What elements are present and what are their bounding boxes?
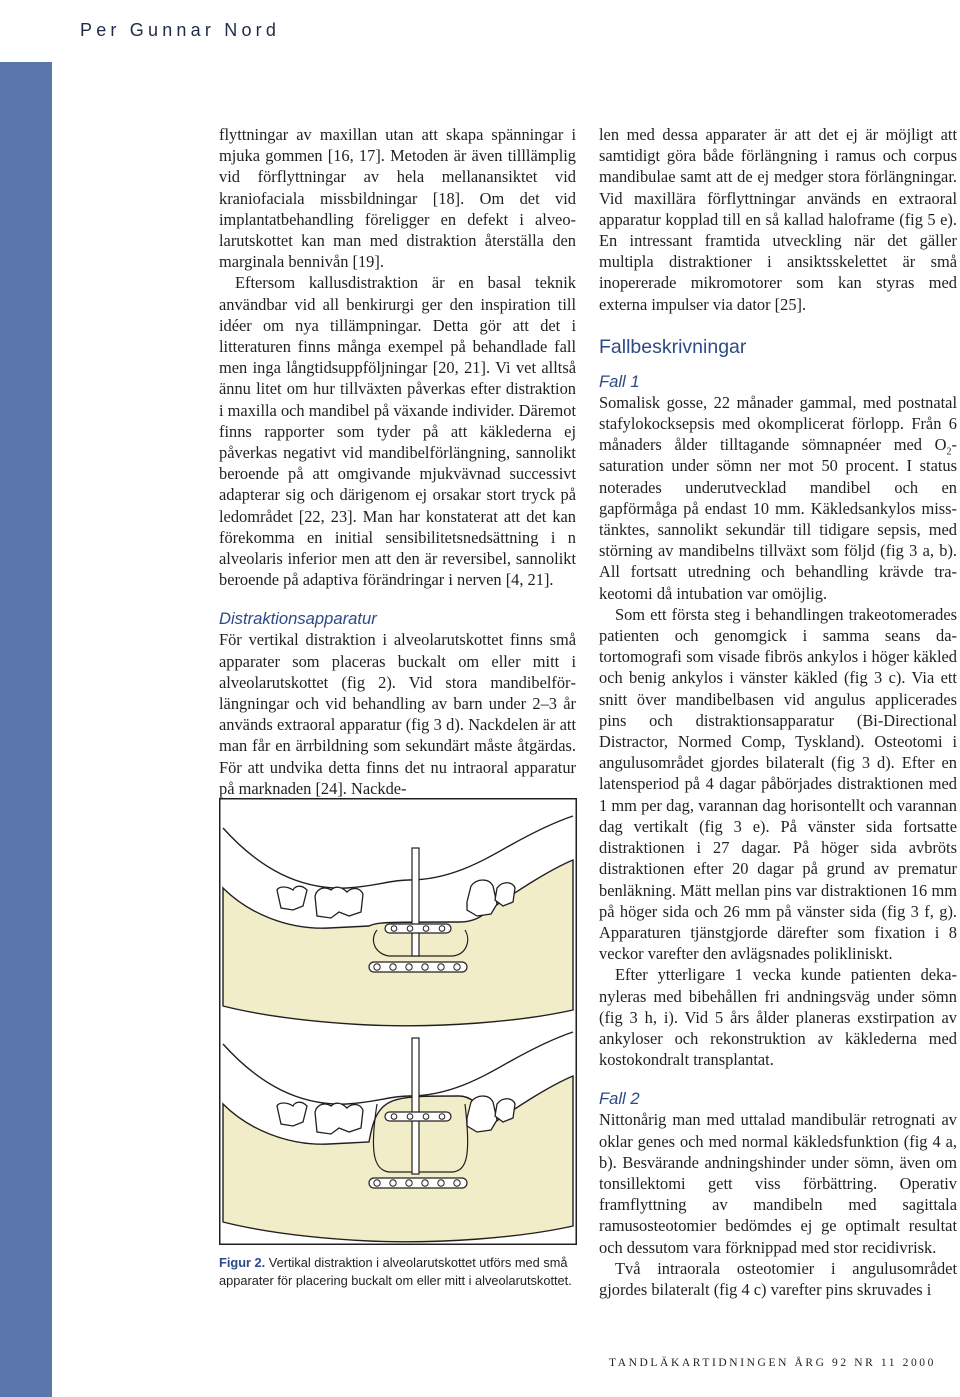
screw-hole [422, 964, 428, 970]
section-heading-fallbeskrivningar: Fallbeskrivningar [599, 335, 747, 358]
figure-2-drawing [219, 798, 577, 1245]
subheading-fall-2: Fall 2 [599, 1089, 640, 1109]
paragraph: flyttningar av maxillan utan att skapa spänningar i mjuka gommen [16, 17]. Metoden är även tilllämplig vid förflyttningar av hela mellanansiktet vid kraniofaciala missbildningar [18]. Om det vid implantatbehandling föreligger en defekt i alveolarutskottet kan man med distraktion återställa den marginala bennivån [19]. [219, 125, 576, 272]
caption-text: Vertikal distraktion i alveolarutskottet utförs med små apparater för placering buckalt om eller mitt i alveolarutskottet. [219, 1255, 572, 1288]
running-header-author: Per Gunnar Nord [80, 20, 281, 40]
right-text-column [599, 124, 957, 1300]
screw-hole [438, 964, 444, 970]
molar-tooth-right [467, 880, 497, 916]
left-text-column [219, 124, 576, 799]
subheading-distraktionsapparatur: Distraktionsapparatur [219, 609, 377, 629]
distractor-base-plate [369, 1178, 467, 1188]
screw-hole [423, 1114, 429, 1120]
paragraph [599, 392, 957, 604]
screw-hole [454, 1180, 460, 1186]
screw-hole [423, 926, 429, 932]
paragraph: Som ett första steg i behandlingen trakeotomerades patienten och genomgick i samma seans datortomografi som visade fibrös ankylos i höger käkled och benig ankylos i vänster käkled (fig 3 c). Via ett snitt över mandibelbasen vid angulus applicerades pins och distraktionsapparatur (Bi-Directional Distractor, Normed Comp, Tyskland). Osteotomi i angulusområdet gjordes bilateralt (fig 3 d). Efter en latensperiod på 4 dagar påbörjades distraktionen med 1 mm per dag, varannan dag horisontellt och varannan dag vertikalt (fig 3 e). På vänster sida fortsatte distraktionen i 27 dagar. På höger sida avbröts distraktionen efter 20 dagar på grund av prematur benläkning. Mätt mellan pins var distraktionen 16 mm på höger sida och 26 mm på vänster sida (fig 3 f, g). Apparaturen tjänstgjorde därefter som fixation i 8 veckor varefter den avlägsnades polikliniskt. [599, 604, 957, 964]
paragraph: Två intraorala osteotomier i angulusområdet gjordes bilateralt (fig 4 c) varefter pins skruvades i [599, 1258, 957, 1299]
figure-2-illustration [219, 798, 577, 1245]
screw-hole [391, 926, 397, 932]
screw-hole [422, 1180, 428, 1186]
distractor-rod [412, 848, 419, 956]
screw-hole [374, 1180, 380, 1186]
paragraph: Nittonårig man med uttalad mandibulär retrognati av oklar genes och med normal käkledsfunktion (fig 4 a, b). Besvärande andningshinder under sömn, även om tonsillektomi gett viss förbättring. Operativ framflyttning av mandibeln med sagittala ramusosteotomier bedömdes ej ge optimalt resultat och dessutom vara förknippad med stor recidivrisk. [599, 1110, 957, 1257]
paragraph: Eftersom kallusdistraktion är en basal teknik användbar vid all benkirurgi ger den inspiration till idéer om nya tillämpningar. Detta gör att det i litteraturen finns många exempel på behandlade fall men inga långtidsuppföljningar [20, 21]. Vi vet alltså ännu litet om hur tillväxten påverkas efter distraktion i maxilla och mandibel på växande individer. Däremot finns rapporter som tyder på att käklederna ej påverkas negativt vid mandibelförlängning, sannolikt beroende på att omgivande mjukvävnad successivt adapterar sig och därigenom ej orsakar stort tryck på ledområdet [22, 23]. Man har konstaterat att det kan förekomma en initial sensibilitetsnedsättning i n alveolaris inferior men att den är reversibel, sannolikt beroende på adaptiva förändringar i nerven [4, 21]. [219, 273, 576, 590]
text-run: -saturation under sömn ner mot 50 procent. I status noterades underutvecklad mandibel och en gapförmåga på endast 10 mm. Käkledsankylos misstänktes, sannolikt sekundär till tidigare sepsis, med störning av mandibelns tillväxt som följd (fig 3 a, b). All fortsatt utredning och behandling krävde trakeotomi då intubation var omöjlig. [599, 435, 957, 603]
distractor-rod [412, 1038, 419, 1174]
screw-hole [406, 1180, 412, 1186]
side-color-stripe [0, 62, 52, 1397]
paragraph: Efter ytterligare 1 vecka kunde patienten dekanyleras med bibehållen fri andningsväg under sömn (fig 3 h, i). Vid 5 års ålder planeras exstirpation av ankyloser och rekonstruktion av käklederna med kostokondralt transplantat. [599, 965, 957, 1070]
molar-tooth-right-2 [495, 1099, 515, 1122]
screw-hole [390, 964, 396, 970]
text-run: Somalisk gosse, 22 månader gammal, med postnatal stafylokocksepsis med okomplicerat förlopp. Från 6 månaders ålder tilltagande sömnapnéer med O [599, 392, 957, 455]
molar-tooth-right [467, 1096, 497, 1132]
screw-hole [454, 964, 460, 970]
screw-hole [390, 1180, 396, 1186]
screw-hole [391, 1114, 397, 1120]
figure-2-caption [219, 1254, 577, 1289]
molar-tooth-left-2 [277, 886, 307, 910]
subheading-fall-1: Fall 1 [599, 371, 640, 391]
screw-hole [439, 1114, 445, 1120]
paragraph: len med dessa apparater är att det ej är möjligt att samtidigt göra både förlängning i ramus och corpus mandibulae samt att de ej medger stora förlängningar. Vid maxillära förflyttningar används en extraoral apparatur kopplad till en så kallad haloframe (fig 5 e). En intressant framtida utveckling när det gäller multipla distraktioner i ansiktsskelettet är små inopererade mikromotorer som kan styras med externa impulser via dator [25]. [599, 125, 957, 314]
screw-hole [407, 1114, 413, 1120]
subscript: 2 [946, 446, 952, 458]
molar-tooth-right-2 [495, 883, 515, 906]
screw-hole [438, 1180, 444, 1186]
screw-hole [407, 926, 413, 932]
molar-tooth-left-2 [277, 1102, 307, 1126]
screw-hole [439, 926, 445, 932]
screw-hole [374, 964, 380, 970]
screw-hole [406, 964, 412, 970]
figure-label: Figur 2. [219, 1255, 266, 1270]
distractor-base-plate [369, 962, 467, 972]
footer-journal-info: TANDLÄKARTIDNINGEN ÅRG 92 NR 11 2000 [609, 1357, 936, 1369]
paragraph: För vertikal distraktion i alveolarutskottet finns små apparater som placeras buckalt om eller mitt i alveolarutskottet (fig 2). Vid stora mandibelförlängningar och vid behandling av barn under 2–3 år används extraoral apparatur (fig 3 d). Nackdelen är att man får en ärrbildning som sekundärt måste åtgärdas. För att undvika detta finns det nu intraoral apparatur på marknaden [24]. Nackde- [219, 630, 576, 798]
